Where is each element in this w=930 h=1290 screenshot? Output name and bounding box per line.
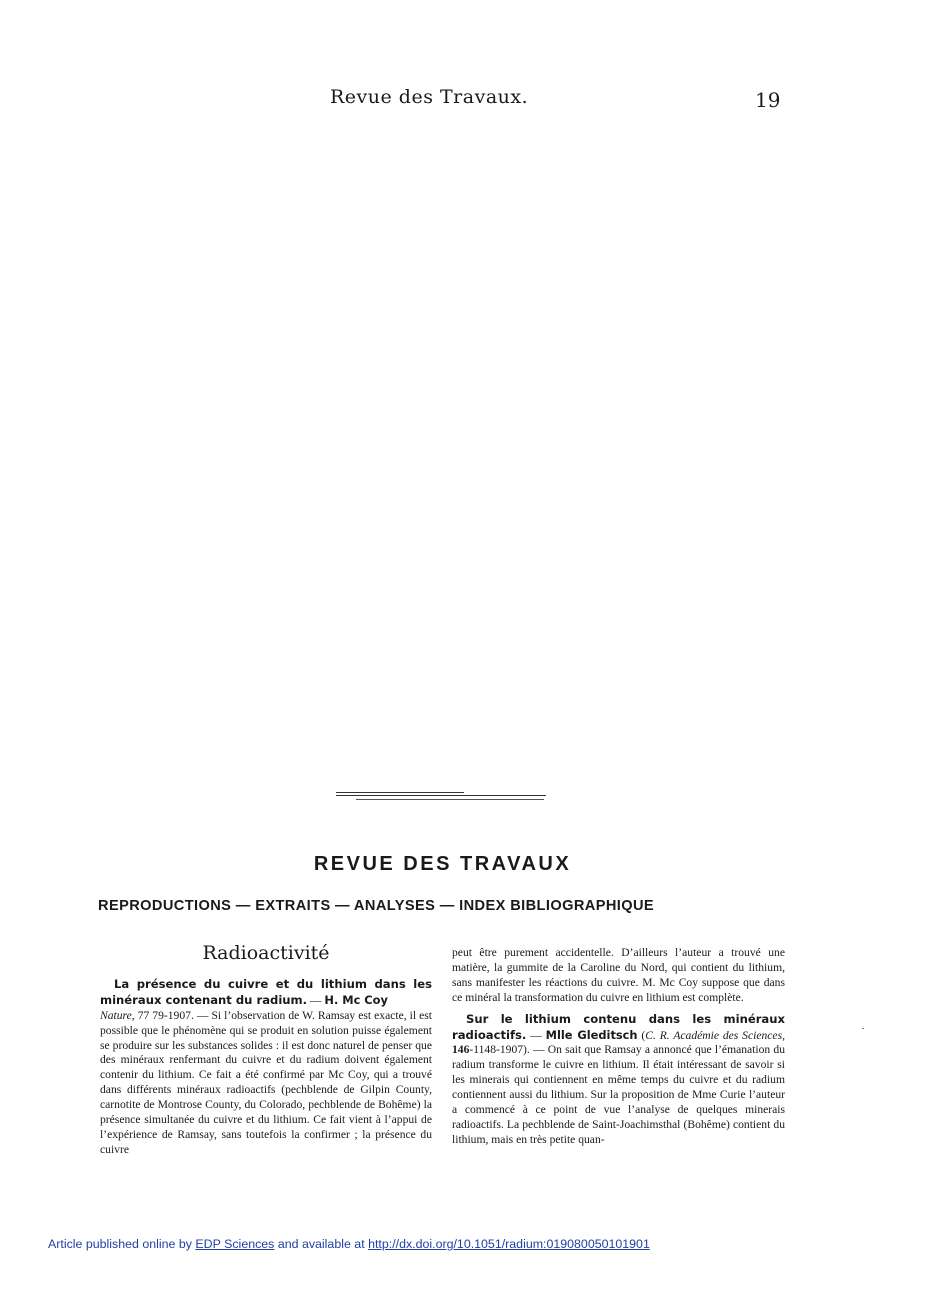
scan-speck — [862, 1028, 864, 1029]
separator: — — [526, 1028, 546, 1042]
article-body: On sait que Ramsay a annoncé que l’émanation du radium transforme le cuivre en lithium. Il était intéressant de savoir si les minerais qui contiennent en même temps du cuivre et du radium contiennent aussi du lithium. Sur la proposition de Mme Curie l’auteur a commencé à ce point de vue l’analyse de quelques minerais radioactifs. La pechblende de Saint-Joachimsthal (Bohême) contient du lithium, mais en très petite quan- — [452, 1043, 785, 1146]
ornamental-rule — [336, 792, 546, 802]
article-mc-coy — [100, 977, 432, 1158]
article-title: Sur le lithium contenu dans les minéraux radioactifs. — [452, 1011, 785, 1042]
rule-line — [336, 792, 464, 793]
article-paragraph: Sur le lithium contenu dans les minéraux radioactifs. — Mlle Gleditsch (C. R. Académie des Sciences, 146-1148-1907). — On sait que Ramsay a annoncé que l’émanation du radium transforme le cuivre en lithium. Il était intéressant de savoir si les minerais qui contiennent en même temps du cuivre et du radium contiennent aussi du lithium. Sur la proposition de Mme Curie l’auteur a commencé à ce point de vue l’analyse de quelques minerais radioactifs. La pechblende de Saint-Joachimsthal (Bohême) contient du lithium, mais en très petite quan- — [452, 1011, 785, 1146]
section-subtitle: REPRODUCTIONS — EXTRAITS — ANALYSES — INDEX BIBLIOGRAPHIQUE — [98, 898, 655, 914]
article-title: La présence du cuivre et du lithium dans les minéraux contenant du radium. — [100, 976, 432, 1007]
rule-line — [336, 795, 546, 796]
right-column — [452, 946, 785, 1148]
journal-name: Nature — [100, 1008, 132, 1022]
journal-volume: 146 — [452, 1043, 470, 1057]
article-continuation: peut être purement accidentelle. D’ailleurs l’auteur a trouvé une matière, la gummite de la Caroline du Nord, qui contient du lithium, sans manifester les réactions du cuivre. M. Mc Coy suppose que dans ce minéral la transformation du cuivre en lithium est complète. — [452, 946, 785, 1004]
article-author: Mlle Gleditsch — [545, 1027, 638, 1042]
footer-middle: and available at — [274, 1237, 369, 1251]
rule-line — [356, 799, 544, 800]
section-title: REVUE DES TRAVAUX — [313, 853, 572, 875]
journal-name: C. R. Académie des Sciences — [645, 1028, 783, 1042]
article-paragraph — [100, 977, 432, 1158]
running-title: Revue des Travaux. — [330, 86, 529, 108]
publication-footer — [48, 1237, 650, 1251]
publisher-link[interactable]: EDP Sciences — [195, 1237, 275, 1251]
journal-pages: -1148-1907). — — [469, 1043, 548, 1057]
running-head — [0, 86, 930, 116]
separator: — — [307, 993, 325, 1007]
article-body: Si l’observation de W. Ramsay est exacte, il est possible que le phénomène qui se produit en solution puisse également se produire sur les substances solides : il est donc naturel de penser que des minéraux renfermant du cuivre et du radium doivent également contenir du lithium. Ce fait a été confirmé par Mc Coy, qui a trouvé dans différents minéraux radioactifs (pechblende de Gilpin County, carnotite de Montrose County, du Colorado, pechblende de Bohême) la présence simultanée du cuivre et du lithium. Ce fait vient à l’appui de l’expérience de Ramsay, sans toutefois la confirmer ; la présence du cuivre — [100, 1008, 432, 1156]
article-author: H. Mc Coy — [324, 992, 388, 1007]
doi-link[interactable]: http://dx.doi.org/10.1051/radium:019080050101901 — [368, 1237, 650, 1251]
left-column — [100, 942, 432, 1158]
footer-prefix: Article published online by — [48, 1237, 196, 1251]
column-heading: Radioactivité — [202, 942, 330, 964]
page-number: 19 — [755, 88, 781, 112]
article-gleditsch — [452, 1012, 785, 1148]
ref-open: ( — [637, 1028, 646, 1042]
journal-ref: , 77 79-1907. — — [131, 1008, 212, 1022]
